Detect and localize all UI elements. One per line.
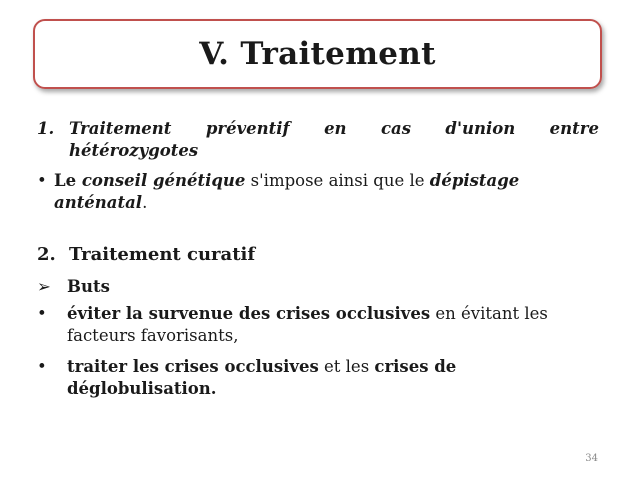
genetic-counseling-bullet (37, 170, 597, 214)
section-1-line2: hétérozygotes (69, 141, 199, 160)
bullet-icon: • (37, 304, 47, 323)
bullet-text: éviter la survenue des crises occlusives en évitant les facteurs favorisants, (67, 304, 548, 345)
section-1-line1 (69, 118, 599, 140)
treat-crises-bullet (37, 356, 597, 400)
bullet-icon: • (37, 171, 47, 190)
goals-bullet (37, 276, 597, 298)
section-1-heading (37, 118, 599, 162)
section-1-number: 1. (37, 119, 55, 138)
section-2-text: Traitement curatif (69, 244, 256, 265)
title-box (33, 19, 602, 89)
arrow-bullet-icon: ➢ (37, 277, 51, 296)
word: cas (380, 119, 411, 138)
slide-title: V. Traitement (199, 36, 436, 72)
page-number: 34 (585, 453, 598, 464)
section-2-number: 2. (37, 244, 56, 265)
avoid-crises-bullet (37, 303, 597, 347)
word: entre (549, 119, 599, 138)
bullet-text: Le conseil génétique s'impose ainsi que le dépistage anténatal. (54, 171, 520, 212)
word: préventif (205, 119, 290, 138)
bullet-icon: • (37, 357, 47, 376)
goals-label: Buts (67, 277, 110, 296)
section-2-heading (37, 243, 255, 267)
word: en (324, 119, 347, 138)
word: Traitement (69, 119, 172, 138)
bullet-text: traiter les crises occlusives et les crises de déglobulisation. (67, 357, 457, 398)
word: d'union (445, 119, 516, 138)
